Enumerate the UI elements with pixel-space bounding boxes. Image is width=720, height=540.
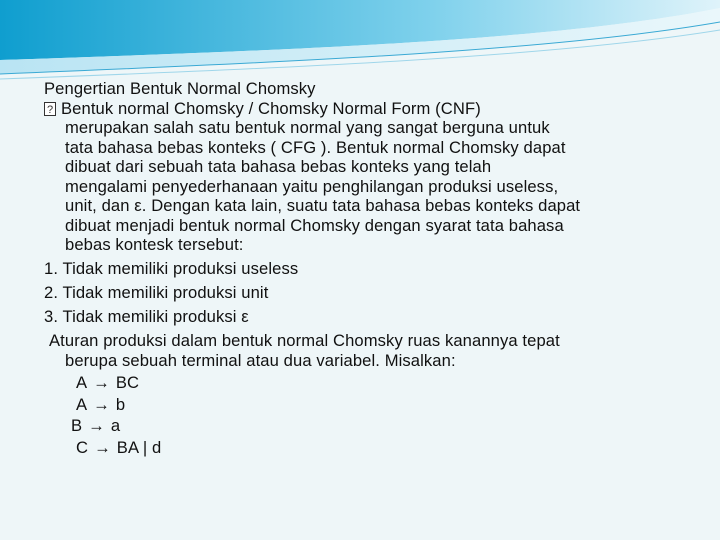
condition-item: 3. Tidak memiliki produksi ε (44, 307, 249, 326)
condition-item: 2. Tidak memiliki produksi unit (44, 283, 269, 302)
paragraph-first-line (44, 99, 694, 119)
production-lhs: A (76, 394, 88, 414)
production-rule (44, 416, 694, 438)
production-lhs: B (71, 416, 83, 435)
paragraph-line: unit, dan ε. Dengan kata lain, suatu tata bahasa bebas konteks dapat (65, 196, 581, 215)
production-lhs: C (76, 437, 89, 457)
header-wave-decoration (0, 0, 720, 80)
paragraph-line: bebas kontesk tersebut: (65, 235, 244, 254)
paragraph-line: merupakan salah satu bentuk normal yang sangat berguna untuk (65, 118, 550, 137)
missing-glyph-box-icon (44, 102, 56, 116)
production-lhs: A (76, 373, 88, 392)
arrow-right-icon: → (93, 373, 110, 392)
production-rule (44, 395, 694, 417)
arrow-right-icon: → (94, 437, 111, 457)
arrow-right-icon: → (88, 416, 105, 435)
production-rule (44, 438, 694, 460)
rule-line: Aturan produksi dalam bentuk normal Chomsky ruas kanannya tepat (49, 331, 560, 350)
paragraph-line: Bentuk normal Chomsky / Chomsky Normal Form (CNF) (61, 98, 481, 118)
condition-item: 1. Tidak memiliki produksi useless (44, 259, 299, 278)
production-rhs: BC (115, 373, 140, 392)
slide-content (44, 79, 694, 459)
slide-title: Pengertian Bentuk Normal Chomsky (44, 79, 316, 98)
paragraph-line: tata bahasa bebas konteks ( CFG ). Bentuk normal Chomsky dapat (65, 137, 566, 157)
production-rhs: b (115, 394, 126, 414)
rule-line: berupa sebuah terminal atau dua variabel. Misalkan: (65, 350, 456, 370)
production-rhs: BA | d (116, 437, 162, 457)
production-rule (44, 373, 694, 395)
arrow-right-icon: → (93, 394, 110, 414)
paragraph-line: mengalami penyederhanaan yaitu penghilangan produksi useless, (65, 176, 559, 196)
production-rhs: a (110, 416, 121, 435)
paragraph-line: dibuat dari sebuah tata bahasa bebas konteks yang telah (65, 157, 492, 176)
paragraph-line: dibuat menjadi bentuk normal Chomsky dengan syarat tata bahasa (65, 215, 564, 235)
